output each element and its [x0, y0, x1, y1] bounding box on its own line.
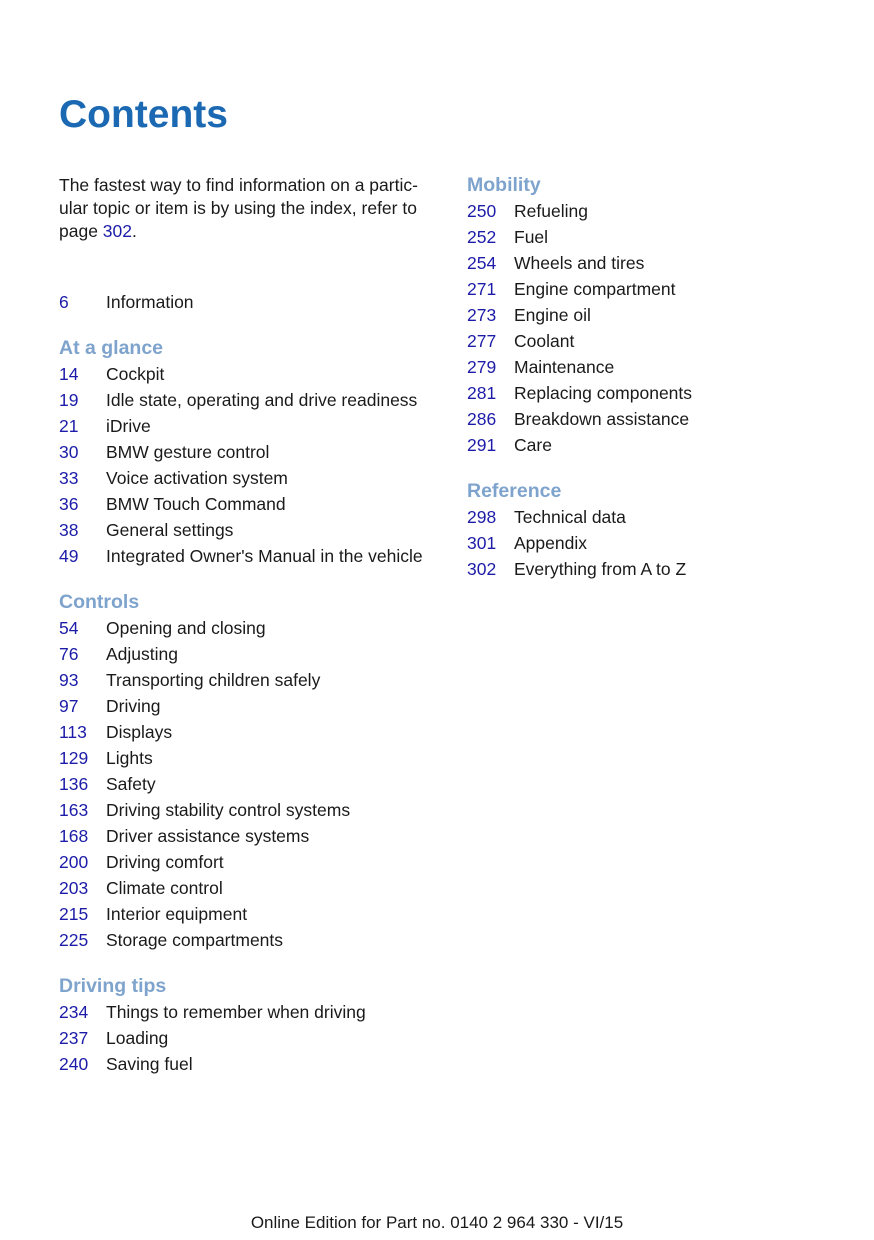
- toc-entry-driving-stability-control-systems[interactable]: [59, 797, 449, 823]
- toc-entry-transporting-children-safely[interactable]: [59, 667, 449, 693]
- toc-entry-label: Adjusting: [106, 644, 178, 664]
- toc-page-number: 168: [59, 826, 89, 846]
- toc-page-number: 286: [467, 409, 497, 429]
- toc-entry-label: iDrive: [106, 416, 151, 436]
- toc-entry-label: Fuel: [514, 227, 549, 247]
- toc-page-number: 291: [467, 435, 497, 455]
- toc-page-number: 93: [59, 670, 79, 690]
- toc-entry-label: Wheels and tires: [514, 253, 645, 273]
- toc-section-title: Driving tips: [59, 975, 167, 997]
- toc-page-number: 129: [59, 748, 89, 768]
- toc-entry-coolant[interactable]: [467, 328, 857, 354]
- toc-entry-fuel[interactable]: [467, 224, 857, 250]
- toc-entry-label: Integrated Owner's Manual in the vehicle: [106, 546, 423, 566]
- toc-entry-label: Loading: [106, 1028, 169, 1048]
- toc-section-reference: [467, 478, 857, 582]
- toc-section-controls: [59, 589, 449, 953]
- toc-entry-maintenance[interactable]: [467, 354, 857, 380]
- toc-entry-label: Lights: [106, 748, 153, 768]
- index-page-link[interactable]: 302: [102, 221, 132, 241]
- toc-entry-engine-compartment[interactable]: [467, 276, 857, 302]
- toc-page-number: 38: [59, 520, 79, 540]
- toc-page-number: 54: [59, 618, 79, 638]
- intro-line: ular topic or item is by using the index, refer to: [59, 198, 417, 218]
- toc-section-mobility: [467, 172, 857, 458]
- toc-page-number: 254: [467, 253, 497, 273]
- toc-entry-climate-control[interactable]: [59, 875, 449, 901]
- toc-section-at-a-glance: [59, 335, 449, 569]
- toc-entry-cockpit[interactable]: [59, 361, 449, 387]
- toc-entry-opening-and-closing[interactable]: [59, 615, 449, 641]
- toc-page-number: 203: [59, 878, 89, 898]
- toc-entry-bmw-gesture-control[interactable]: [59, 439, 449, 465]
- toc-page-number: 271: [467, 279, 497, 299]
- toc-page-number: 21: [59, 416, 79, 436]
- toc-page-number: 237: [59, 1028, 89, 1048]
- toc-entry-storage-compartments[interactable]: [59, 927, 449, 953]
- toc-entry-label: Transporting children safely: [106, 670, 321, 690]
- toc-entry-label: Engine oil: [514, 305, 591, 325]
- toc-entry-label: BMW gesture control: [106, 442, 270, 462]
- toc-entry-label: Appendix: [514, 533, 587, 553]
- intro-text: .: [132, 221, 137, 241]
- toc-entry-label: General settings: [106, 520, 234, 540]
- toc-page-number: 281: [467, 383, 497, 403]
- toc-page-number: 234: [59, 1002, 89, 1022]
- toc-column-left: [59, 289, 449, 1097]
- toc-entry-label: Refueling: [514, 201, 588, 221]
- toc-entry-interior-equipment[interactable]: [59, 901, 449, 927]
- intro-text: page: [59, 221, 103, 241]
- toc-entry-bmw-touch-command[interactable]: [59, 491, 449, 517]
- toc-entry-label: Things to remember when driving: [106, 1002, 366, 1022]
- toc-entry-care[interactable]: [467, 432, 857, 458]
- toc-entry-label: Information: [106, 292, 194, 312]
- toc-page-number: 250: [467, 201, 497, 221]
- toc-page-number: 6: [59, 292, 69, 312]
- intro-line: [59, 220, 439, 243]
- toc-page-number: 36: [59, 494, 79, 514]
- intro-line: The fastest way to find information on a partic-: [59, 175, 418, 195]
- toc-entry-label: Cockpit: [106, 364, 165, 384]
- toc-page-number: 240: [59, 1054, 89, 1074]
- toc-entry-safety[interactable]: [59, 771, 449, 797]
- toc-entry-label: Safety: [106, 774, 156, 794]
- toc-entry-driver-assistance-systems[interactable]: [59, 823, 449, 849]
- intro-paragraph: [59, 174, 439, 243]
- toc-page-number: 76: [59, 644, 79, 664]
- toc-entry-things-to-remember-when-driving[interactable]: [59, 999, 449, 1025]
- toc-entry-label: Interior equipment: [106, 904, 248, 924]
- toc-page-number: 225: [59, 930, 89, 950]
- footer-edition-note: Online Edition for Part no. 0140 2 964 330 - VI/15: [250, 1213, 624, 1232]
- toc-entry-general-settings[interactable]: [59, 517, 449, 543]
- toc-entry-refueling[interactable]: [467, 198, 857, 224]
- toc-page-number: 302: [467, 559, 497, 579]
- toc-entry-idle-state-operating-and-drive-readiness[interactable]: [59, 387, 449, 413]
- page-title: Contents: [59, 93, 228, 136]
- toc-entry-label: BMW Touch Command: [106, 494, 286, 514]
- toc-page-number: 14: [59, 364, 79, 384]
- toc-section-title: At a glance: [59, 337, 164, 359]
- toc-page-number: 113: [59, 722, 87, 742]
- toc-entry-label: Driving: [106, 696, 161, 716]
- toc-page-number: 277: [467, 331, 497, 351]
- toc-entry-voice-activation-system[interactable]: [59, 465, 449, 491]
- toc-entry-displays[interactable]: [59, 719, 449, 745]
- toc-page-number: 33: [59, 468, 79, 488]
- toc-entry-label: Technical data: [514, 507, 626, 527]
- toc-entry-idrive[interactable]: [59, 413, 449, 439]
- toc-entry-label: Driver assistance systems: [106, 826, 310, 846]
- toc-entry-label: Climate control: [106, 878, 223, 898]
- toc-entry-saving-fuel[interactable]: [59, 1051, 449, 1077]
- toc-standalone-section: [59, 289, 449, 315]
- toc-entry-everything-from-a-to-z[interactable]: [467, 556, 857, 582]
- toc-entry-label: Idle state, operating and drive readiness: [106, 390, 418, 410]
- toc-entry-label: Everything from A to Z: [514, 559, 687, 579]
- toc-entry-engine-oil[interactable]: [467, 302, 857, 328]
- toc-page-number: 273: [467, 305, 497, 325]
- toc-entry-label: Displays: [106, 722, 173, 742]
- toc-section-title: Reference: [467, 480, 562, 502]
- toc-page-number: 200: [59, 852, 89, 872]
- toc-column-right: [467, 172, 857, 602]
- toc-entry-label: Opening and closing: [106, 618, 266, 638]
- toc-entry-loading[interactable]: [59, 1025, 449, 1051]
- toc-entry-adjusting[interactable]: [59, 641, 449, 667]
- toc-section-driving-tips: [59, 973, 449, 1077]
- toc-entry-wheels-and-tires[interactable]: [467, 250, 857, 276]
- toc-page-number: 215: [59, 904, 89, 924]
- toc-entry-integrated-owner-s-manual-in-the-vehicle[interactable]: [59, 543, 449, 569]
- toc-entry-appendix[interactable]: [467, 530, 857, 556]
- toc-entry-label: Maintenance: [514, 357, 615, 377]
- toc-page-number: 30: [59, 442, 79, 462]
- toc-entry-information[interactable]: [59, 289, 449, 315]
- toc-entry-label: Storage compartments: [106, 930, 284, 950]
- toc-entry-driving-comfort[interactable]: [59, 849, 449, 875]
- toc-entry-label: Saving fuel: [106, 1054, 193, 1074]
- toc-page-number: 136: [59, 774, 89, 794]
- toc-entry-label: Voice activation system: [106, 468, 288, 488]
- toc-page-number: 301: [467, 533, 497, 553]
- toc-entry-label: Replacing components: [514, 383, 693, 403]
- toc-section-title: Controls: [59, 591, 140, 613]
- toc-page-number: 279: [467, 357, 497, 377]
- toc-entry-technical-data[interactable]: [467, 504, 857, 530]
- toc-entry-replacing-components[interactable]: [467, 380, 857, 406]
- toc-page-number: 298: [467, 507, 497, 527]
- toc-entry-lights[interactable]: [59, 745, 449, 771]
- toc-page-number: 19: [59, 390, 79, 410]
- toc-entry-breakdown-assistance[interactable]: [467, 406, 857, 432]
- toc-entry-label: Breakdown assistance: [514, 409, 690, 429]
- toc-entry-label: Driving comfort: [106, 852, 224, 872]
- toc-entry-label: Engine compartment: [514, 279, 676, 299]
- toc-sections-left: [59, 335, 449, 1077]
- toc-sections-right: [467, 172, 857, 582]
- toc-entry-label: Driving stability control systems: [106, 800, 351, 820]
- toc-page-number: 97: [59, 696, 79, 716]
- toc-page-number: 252: [467, 227, 497, 247]
- toc-page-number: 163: [59, 800, 89, 820]
- toc-page-number: 49: [59, 546, 79, 566]
- toc-entry-driving[interactable]: [59, 693, 449, 719]
- toc-section-title: Mobility: [467, 174, 541, 196]
- toc-entry-label: Coolant: [514, 331, 575, 351]
- toc-entry-label: Care: [514, 435, 552, 455]
